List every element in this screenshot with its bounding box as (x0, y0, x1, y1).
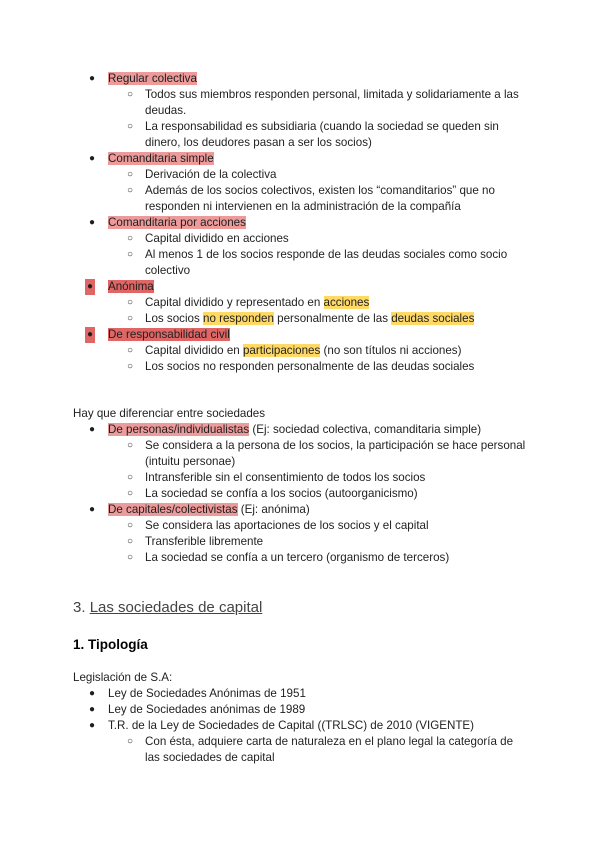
highlighted-label: De capitales/colectivistas (108, 503, 238, 516)
bullet-icon: ● (89, 153, 96, 164)
subsection-heading: 1. Tipología (73, 637, 148, 652)
bullet-icon: ● (89, 504, 96, 515)
sub-bullet-icon: ○ (127, 233, 134, 244)
section-title: Las sociedades de capital (89, 599, 263, 616)
item-text: Con ésta, adquiere carta de naturaleza en el plano legal la categoría de las sociedades de capital (145, 735, 514, 764)
list-item (0, 502, 600, 518)
bullet-icon: ● (89, 720, 96, 731)
sub-list-item (0, 343, 600, 359)
item-text: (Ej: sociedad colectiva, comanditaria simple) (249, 423, 482, 436)
item-text: Además de los socios colectivos, existen los “comanditarios” que no responden ni intervienen en la administración de la compañía (145, 184, 495, 213)
item-text: Ley de Sociedades Anónimas de 1951 (108, 687, 306, 700)
bullet-icon: ● (89, 217, 96, 228)
list-item (0, 422, 600, 438)
list-item (0, 279, 600, 295)
item-text: Intransferible sin el consentimiento de todos los socios (145, 471, 426, 484)
sub-list-item (0, 438, 600, 470)
highlighted-text: participaciones (242, 344, 321, 357)
sub-bullet-icon: ○ (127, 185, 134, 196)
highlighted-label: De personas/individualistas (108, 423, 250, 436)
item-text: La sociedad se confía a los socios (autoorganicismo) (145, 487, 418, 500)
item-text: (Ej: anónima) (237, 503, 310, 516)
sub-list-item (0, 295, 600, 311)
bullet-icon: ● (89, 424, 96, 435)
section-number: 3. (73, 599, 90, 616)
highlighted-label: Regular colectiva (108, 72, 197, 85)
sub-list-item (0, 183, 600, 215)
sub-list-item (0, 550, 600, 566)
sub-list-item (0, 167, 600, 183)
sub-bullet-icon: ○ (127, 472, 134, 483)
item-text: Al menos 1 de los socios responde de las deudas sociales como socio colectivo (145, 248, 508, 277)
item-text: Todos sus miembros responden personal, limitada y solidariamente a las deudas. (145, 88, 519, 117)
legislacion-list (0, 686, 600, 766)
sub-bullet-icon: ○ (127, 440, 134, 451)
sub-bullet-icon: ○ (127, 297, 134, 308)
sub-bullet-icon: ○ (127, 736, 134, 747)
item-text: Derivación de la colectiva (145, 168, 277, 181)
bullet-icon: ● (89, 73, 96, 84)
sub-list-item (0, 119, 600, 151)
item-text: Transferible libremente (145, 535, 264, 548)
sub-bullet-icon: ○ (127, 488, 134, 499)
sub-list-item (0, 231, 600, 247)
highlighted-label: Anónima (108, 280, 154, 293)
sub-bullet-icon: ○ (127, 313, 134, 324)
sub-bullet-icon: ○ (127, 536, 134, 547)
item-text: Se considera las aportaciones de los socios y el capital (145, 519, 429, 532)
bullet-icon: ● (85, 279, 95, 295)
company-types-list (0, 71, 600, 375)
item-text: Capital dividido en (145, 344, 243, 357)
item-text: (no son títulos ni acciones) (320, 344, 462, 357)
sub-list-item (0, 486, 600, 502)
item-text: T.R. de la Ley de Sociedades de Capital ((TRLSC) de 2010 (VIGENTE) (108, 719, 475, 732)
item-text: Ley de Sociedades anónimas de 1989 (108, 703, 306, 716)
highlighted-text: deudas sociales (391, 312, 475, 325)
sub-list-item (0, 87, 600, 119)
item-text: Los socios no responden personalmente de las deudas sociales (145, 360, 475, 373)
sub-list-item (0, 534, 600, 550)
bullet-icon: ● (89, 704, 96, 715)
sub-list-item (0, 470, 600, 486)
sub-bullet-icon: ○ (127, 89, 134, 100)
sub-bullet-icon: ○ (127, 520, 134, 531)
item-text: La sociedad se confía a un tercero (organismo de terceros) (145, 551, 450, 564)
sub-bullet-icon: ○ (127, 361, 134, 372)
list-item (0, 702, 600, 718)
list-item (0, 71, 600, 87)
sub-list-item (0, 518, 600, 534)
item-text: Los socios (145, 312, 203, 325)
sub-bullet-icon: ○ (127, 121, 134, 132)
sub-list-item (0, 734, 600, 766)
item-text: La responsabilidad es subsidiaria (cuando la sociedad se queden sin dinero, los deudores pasan a ser los socios) (145, 120, 499, 149)
sub-bullet-icon: ○ (127, 249, 134, 260)
list-item (0, 327, 600, 343)
sub-list-item (0, 247, 600, 279)
highlighted-label: Comanditaria simple (108, 152, 214, 165)
bullet-icon: ● (89, 688, 96, 699)
diff-intro: Hay que diferenciar entre sociedades (73, 407, 266, 420)
list-item (0, 686, 600, 702)
list-item (0, 215, 600, 231)
highlighted-label: De responsabilidad civil (108, 328, 230, 341)
legislacion-intro: Legislación de S.A: (73, 671, 173, 684)
list-item (0, 151, 600, 167)
list-item (0, 718, 600, 734)
highlighted-text: no responden (203, 312, 274, 325)
item-text: Capital dividido en acciones (145, 232, 289, 245)
section-heading (73, 598, 262, 618)
bullet-icon: ● (85, 327, 95, 343)
item-text: Capital dividido y representado en (145, 296, 324, 309)
sub-list-item (0, 311, 600, 327)
diff-list (0, 422, 600, 566)
highlighted-label: Comanditaria por acciones (108, 216, 246, 229)
sub-list-item (0, 359, 600, 375)
highlighted-text: acciones (323, 296, 370, 309)
item-text: personalmente de las (273, 312, 392, 325)
sub-bullet-icon: ○ (127, 169, 134, 180)
sub-bullet-icon: ○ (127, 345, 134, 356)
item-text: Se considera a la persona de los socios, la participación se hace personal (intuitu personae) (145, 439, 526, 468)
sub-bullet-icon: ○ (127, 552, 134, 563)
